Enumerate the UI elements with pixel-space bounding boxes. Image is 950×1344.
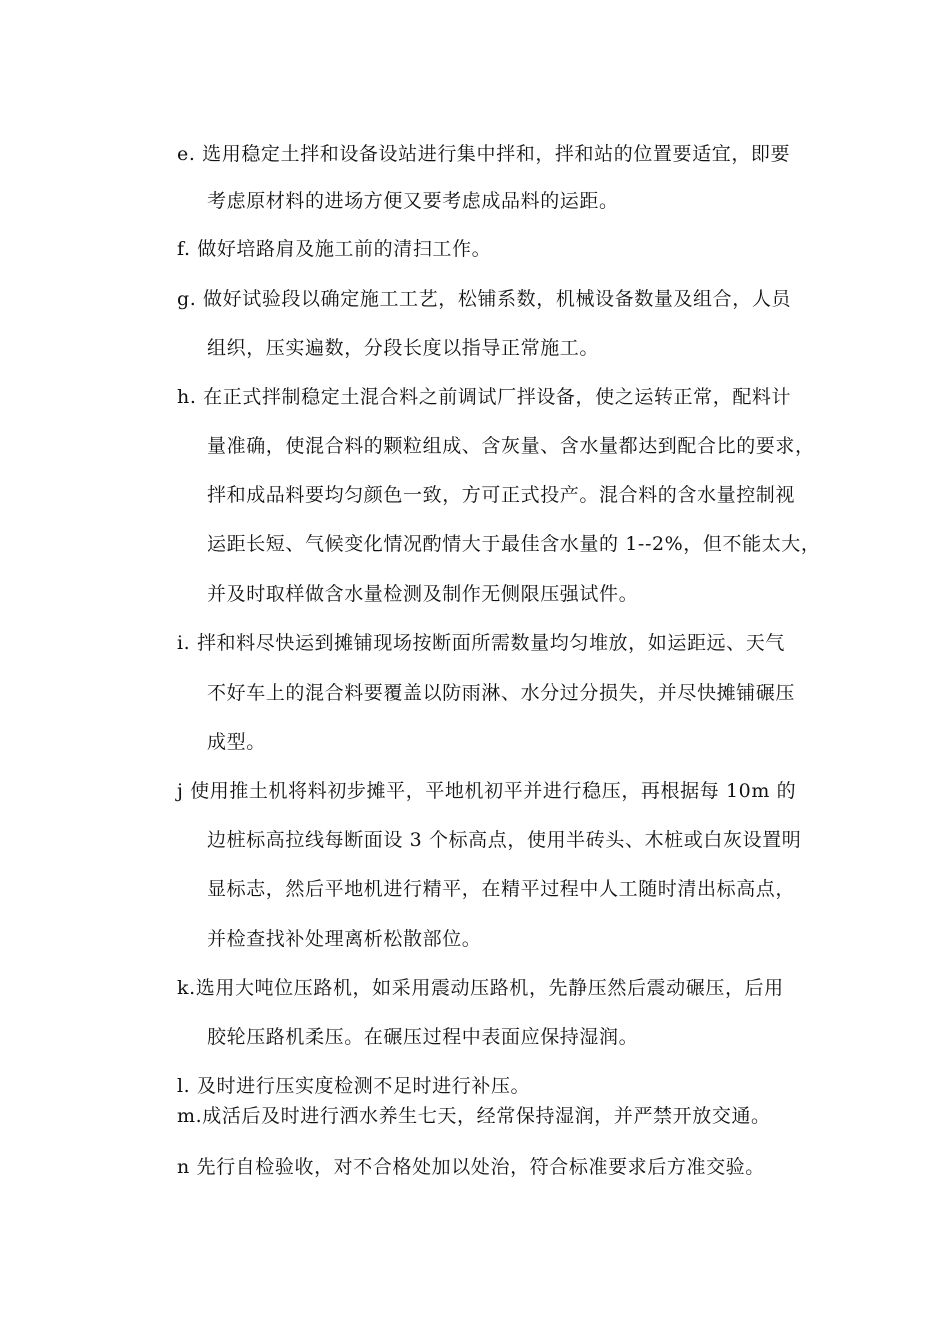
item-e-line-1: e. 选用稳定土拌和设备设站进行集中拌和，拌和站的位置要适宜，即要 <box>177 143 791 165</box>
item-j-line-3: 显标志，然后平地机进行精平，在精平过程中人工随时清出标高点， <box>207 878 796 900</box>
item-i-line-2: 不好车上的混合料要覆盖以防雨淋、水分过分损失，并尽快摊铺碾压 <box>207 682 796 704</box>
item-h-line-1: h. 在正式拌制稳定土混合料之前调试厂拌设备，使之运转正常，配料计 <box>177 386 792 408</box>
item-j-line-2: 边桩标高拉线每断面设 3 个标高点，使用半砖头、木桩或白灰设置明 <box>207 829 802 851</box>
item-g-line-2: 组织，压实遍数，分段长度以指导正常施工。 <box>207 337 600 359</box>
item-e-line-2: 考虑原材料的进场方便又要考虑成品料的运距。 <box>207 190 619 212</box>
item-j-line-4: 并检查找补处理离析松散部位。 <box>207 928 482 950</box>
item-i-line-3: 成型。 <box>207 731 266 753</box>
item-k-line-2: 胶轮压路机柔压。在碾压过程中表面应保持湿润。 <box>207 1026 639 1048</box>
item-j-line-1: j 使用推土机将料初步摊平，平地机初平并进行稳压，再根据每 10m 的 <box>177 780 797 802</box>
item-k-line-1: k.选用大吨位压路机，如采用震动压路机，先静压然后震动碾压，后用 <box>177 977 784 999</box>
item-h-line-2: 量准确，使混合料的颗粒组成、含灰量、含水量都达到配合比的要求， <box>207 435 815 457</box>
item-g-line-1: g. 做好试验段以确定施工工艺，松铺系数，机械设备数量及组合，人员 <box>177 288 792 310</box>
item-m-line-1: m.成活后及时进行洒水养生七天，经常保持湿润，并严禁开放交通。 <box>177 1105 771 1127</box>
item-h-line-4: 运距长短、气候变化情况酌情大于最佳含水量的 1--2%，但不能太大， <box>207 533 821 555</box>
item-h-line-3: 拌和成品料要均匀颜色一致，方可正式投产。混合料的含水量控制视 <box>207 484 796 506</box>
item-l-line-1: l. 及时进行压实度检测不足时进行补压。 <box>177 1075 531 1097</box>
item-n-line-1: n 先行自检验收，对不合格处加以处治，符合标准要求后方准交验。 <box>177 1156 765 1178</box>
item-i-line-1: i. 拌和料尽快运到摊铺现场按断面所需数量均匀堆放，如运距远、天气 <box>177 632 785 654</box>
item-f-line-1: f. 做好培路肩及施工前的清扫工作。 <box>177 238 492 260</box>
item-h-line-5: 并及时取样做含水量检测及制作无侧限压强试件。 <box>207 583 639 605</box>
